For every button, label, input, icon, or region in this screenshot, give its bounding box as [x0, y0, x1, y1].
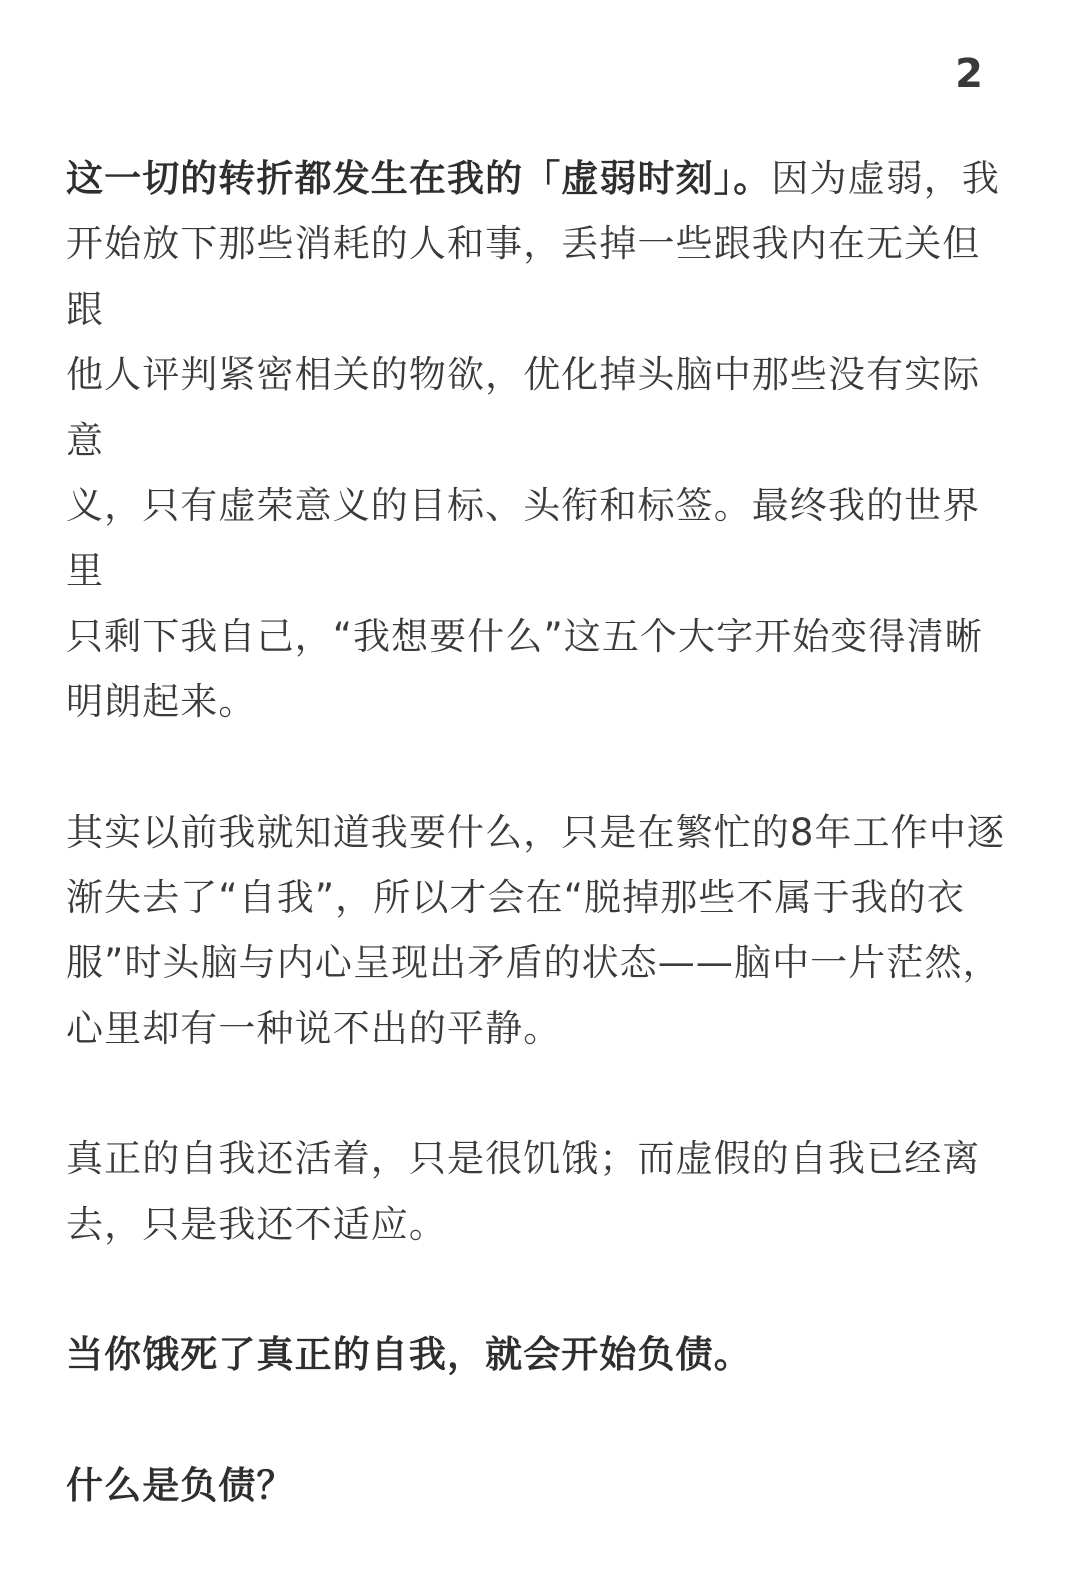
paragraph-true-self — [66, 1126, 1016, 1257]
paragraph-text: 真正的自我还活着，只是很饥饿；而虚假的自我已经离 去，只是我还不适应。 — [66, 1137, 981, 1246]
bold-statement-text: 当你饿死了真正的自我，就会开始负债。 — [66, 1333, 752, 1377]
paragraph-text: 因为虚弱，我 开始放下那些消耗的人和事，丢掉一些跟我内在无关但跟 他人评判紧密相关的物欲，优化掉头脑中那些没有实际意 义，只有虚荣意义的目标、头衔和标签。最终我的世界里 只剩下我自己，“我想要什么”这五个大字开始变得清晰 明朗起来。 — [66, 157, 1001, 724]
article-body — [66, 146, 1016, 1583]
paragraph-turning-point — [66, 146, 1016, 735]
bold-question-text: 什么是负债？ — [66, 1463, 295, 1507]
page-number: 2 — [955, 51, 983, 97]
paragraph-debt-question — [66, 1453, 1016, 1518]
paragraph-debt-statement — [66, 1322, 1016, 1387]
paragraph-lost-self — [66, 800, 1016, 1062]
paragraph-text: 其实以前我就知道我要什么，只是在繁忙的8年工作中逐 渐失去了“自我”，所以才会在“脱掉那些不属于我的衣 服”时头脑与内心呈现出矛盾的状态——脑中一片茫然， 心里却有一种说不出的平静。 — [66, 810, 1006, 1050]
bold-lead-text: 这一切的转折都发生在我的「虚弱时刻」。 — [66, 157, 772, 200]
